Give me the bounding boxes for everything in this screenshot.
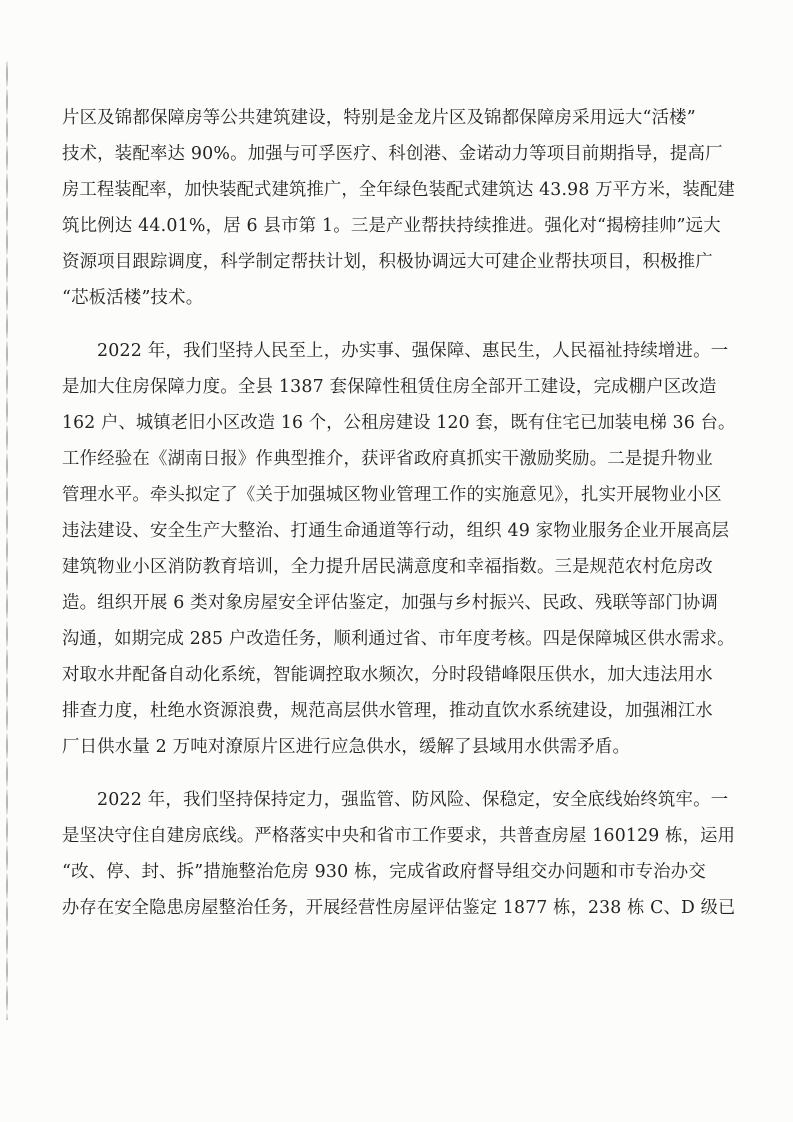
paragraph-2-line-12: 厂日供水量 2 万吨对潦原片区进行应急供水，缓解了县域用水供需矛盾。: [62, 737, 631, 757]
paragraph-3-line-1: 2022 年，我们坚持保持定力，强监管、防风险、保稳定，安全底线始终筑牢。一: [97, 790, 729, 810]
paragraph-2-line-11: 排查力度，杜绝水资源浪费，规范高层供水管理，推动直饮水系统建设，加强湘江水: [62, 701, 713, 721]
paragraph-2-line-10: 对取水井配备自动化系统，智能调控取水频次，分时段错峰限压供水，加大违法用水: [62, 665, 713, 685]
paragraph-3-line-2: 是坚决守住自建房底线。严格落实中央和省市工作要求，共普查房屋 160129 栋，运用: [62, 826, 736, 846]
paragraph-3-line-3: “改、停、封、拆”措施整治危房 930 栋，完成省政府督导组交办问题和市专治办交: [62, 862, 706, 882]
paragraph-1-line-5: 资源项目跟踪调度，科学制定帮扶计划，积极协调远大可建企业帮扶项目，积极推广: [62, 252, 713, 272]
paragraph-1-line-1: 片区及锦都保障房等公共建筑建设，特别是金龙片区及锦都保障房采用远大“活楼”: [62, 108, 696, 128]
paragraph-2-line-9: 沟通，如期完成 285 户改造任务，顺利通过省、市年度考核。四是保障城区供水需求。: [62, 629, 735, 649]
paragraph-1-line-2: 技术，装配率达 90%。加强与可孚医疗、科创港、金诺动力等项目前期指导，提高厂: [62, 144, 723, 164]
binding-hole-dots: [6, 60, 8, 1020]
paragraph-1-line-3: 房工程装配率，加快装配式建筑推广，全年绿色装配式建筑达 43.98 万平方米，装配建: [62, 180, 735, 200]
paragraph-1-line-4: 筑比例达 44.01%，居 6 县市第 1。三是产业帮扶持续推进。强化对“揭榜挂帅”远大: [62, 216, 721, 236]
paragraph-2-line-4: 工作经验在《湖南日报》作典型推介，获评省政府真抓实干激励奖励。二是提升物业: [62, 449, 713, 469]
paragraph-1-line-6: “芯板活楼”技术。: [62, 288, 204, 308]
paragraph-2-line-1: 2022 年，我们坚持人民至上，办实事、强保障、惠民生，人民福祉持续增进。一: [97, 341, 729, 361]
paragraph-2-line-8: 造。组织开展 6 类对象房屋安全评估鉴定，加强与乡村振兴、民政、残联等部门协调: [62, 593, 718, 613]
paragraph-2-line-2: 是加大住房保障力度。全县 1387 套保障性租赁住房全部开工建设，完成棚户区改造: [62, 377, 717, 397]
paragraph-2-line-3: 162 户、城镇老旧小区改造 16 个，公租房建设 120 套，既有住宅已加装电梯 36 台。: [62, 413, 736, 433]
paragraph-2-line-7: 建筑物业小区消防教育培训，全力提升居民满意度和幸福指数。三是规范农村危房改: [62, 557, 713, 577]
paragraph-3-line-4: 办存在安全隐患房屋整治任务，开展经营性房屋评估鉴定 1877 栋，238 栋 C、D 级已: [62, 898, 736, 918]
paragraph-2-line-6: 违法建设、安全生产大整治、打通生命通道等行动，组织 49 家物业服务企业开展高层: [62, 521, 730, 541]
paragraph-2-line-5: 管理水平。牵头拟定了《关于加强城区物业管理工作的实施意见》，扎实开展物业小区: [62, 485, 722, 505]
